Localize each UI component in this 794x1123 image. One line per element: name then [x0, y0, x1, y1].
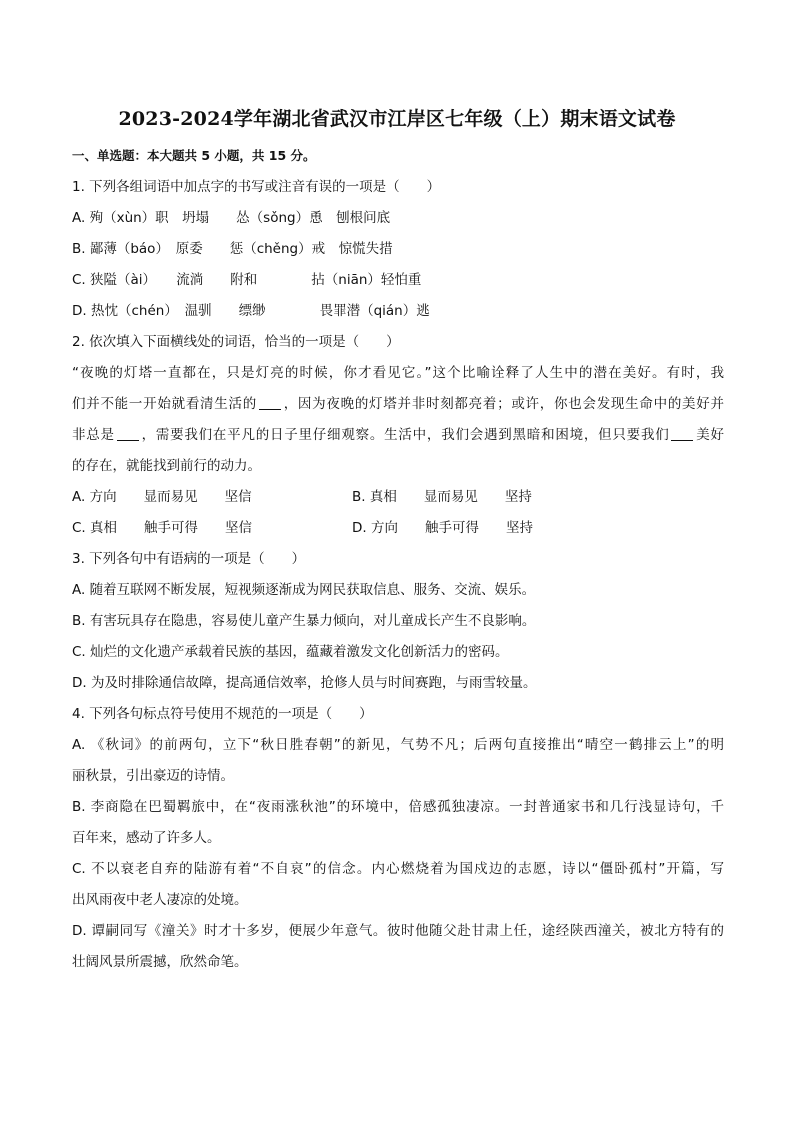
question-1-option-b: B. 鄙薄（báo） 原委 惩（chěng）戒 惊慌失措 — [72, 241, 393, 257]
question-4-option-c-line-2: 出风雨夜中老人凄凉的处境。 — [72, 892, 248, 908]
fill-blank-2 — [117, 426, 139, 441]
passage-text: ，需要我们在平凡的日子里仔细观察。生活中，我们会遇到黑暗和困境，但只要我们 — [140, 427, 670, 443]
question-4-option-a-line-2: 丽秋景，引出豪迈的诗情。 — [72, 768, 234, 784]
question-4-option-d-line-1: D. 谭嗣同写《潼关》时才十多岁，便展少年意气。彼时他随父赴甘肃上任，途经陕西潼关，被北方特有的 — [72, 923, 724, 939]
question-4-option-d-line-2: 壮阔风景所震撼，欣然命笔。 — [72, 954, 248, 970]
fill-blank-3 — [671, 426, 693, 441]
question-2-option-d: D. 方向 触手可得 坚持 — [352, 520, 533, 536]
question-2-options-row-2 — [72, 513, 724, 544]
fill-blank-1 — [259, 395, 281, 410]
question-2-passage-line-2 — [72, 389, 724, 420]
question-2-passage-line-1: “夜晚的灯塔一直都在，只是灯亮的时候，你才看见它。”这个比喻诠释了人生中的潜在美好。有时，我 — [72, 365, 724, 381]
question-4-option-b-line-1: B. 李商隐在巴蜀羁旅中，在“夜雨涨秋池”的环境中，倍感孤独凄凉。一封普通家书和几行浅显诗句，千 — [72, 799, 724, 815]
passage-text: 美好 — [695, 427, 725, 443]
passage-text: 非总是 — [72, 427, 115, 443]
exam-title: 2023-2024学年湖北省武汉市江岸区七年级（上）期末语文试卷 — [118, 108, 676, 130]
passage-text: 们并不能一开始就看清生活的 — [72, 396, 257, 412]
question-1-option-c: C. 狭隘（ài） 流淌 附和 拈（niān）轻怕重 — [72, 272, 422, 288]
question-2-options-row-1 — [72, 482, 724, 513]
section-heading: 一、单选题：本大题共 5 小题，共 15 分。 — [72, 148, 316, 163]
question-3-option-a: A. 随着互联网不断发展，短视频逐渐成为网民获取信息、服务、交流、娱乐。 — [72, 582, 536, 598]
question-3-stem: 3. 下列各句中有语病的一项是（ ） — [72, 551, 306, 567]
question-2-option-b: B. 真相 显而易见 坚持 — [352, 489, 532, 505]
question-3-option-d: D. 为及时排除通信故障，提高通信效率，抢修人员与时间赛跑，与雨雪较量。 — [72, 675, 537, 691]
passage-text: ，因为夜晚的灯塔并非时刻都亮着；或许，你也会发现生命中的美好并 — [282, 396, 725, 412]
question-1-option-d: D. 热忱（chén） 温驯 缥缈 畏罪潜（qián）逃 — [72, 303, 430, 319]
question-4-option-c-line-1: C. 不以衰老自弃的陆游有着“不自哀”的信念。内心燃烧着为国戍边的志愿，诗以“僵卧孤村”开篇，写 — [72, 861, 724, 877]
question-1-stem: 1. 下列各组词语中加点字的书写或注音有误的一项是（ ） — [72, 179, 441, 195]
question-4-option-a-line-1: A. 《秋词》的前两句，立下“秋日胜春朝”的新见，气势不凡；后两句直接推出“晴空一鹤排云上”的明 — [72, 737, 724, 753]
question-3-option-b: B. 有害玩具存在隐患，容易使儿童产生暴力倾向，对儿童成长产生不良影响。 — [72, 613, 536, 629]
question-2-passage-line-3 — [72, 420, 724, 451]
question-3-option-c: C. 灿烂的文化遗产承载着民族的基因，蕴藏着激发文化创新活力的密码。 — [72, 644, 509, 660]
question-1-option-a: A. 殉（xùn）职 坍塌 怂（sǒng）恿 刨根问底 — [72, 210, 391, 226]
question-2-passage-line-4: 的存在，就能找到前行的动力。 — [72, 458, 261, 474]
question-2-option-c: C. 真相 触手可得 坚信 — [72, 520, 253, 536]
question-4-option-b-line-2: 百年来，感动了许多人。 — [72, 830, 221, 846]
question-2-stem: 2. 依次填入下面横线处的词语，恰当的一项是（ ） — [72, 334, 400, 350]
question-2-option-a: A. 方向 显而易见 坚信 — [72, 489, 252, 505]
exam-content — [72, 172, 724, 978]
question-4-stem: 4. 下列各句标点符号使用不规范的一项是（ ） — [72, 706, 373, 722]
